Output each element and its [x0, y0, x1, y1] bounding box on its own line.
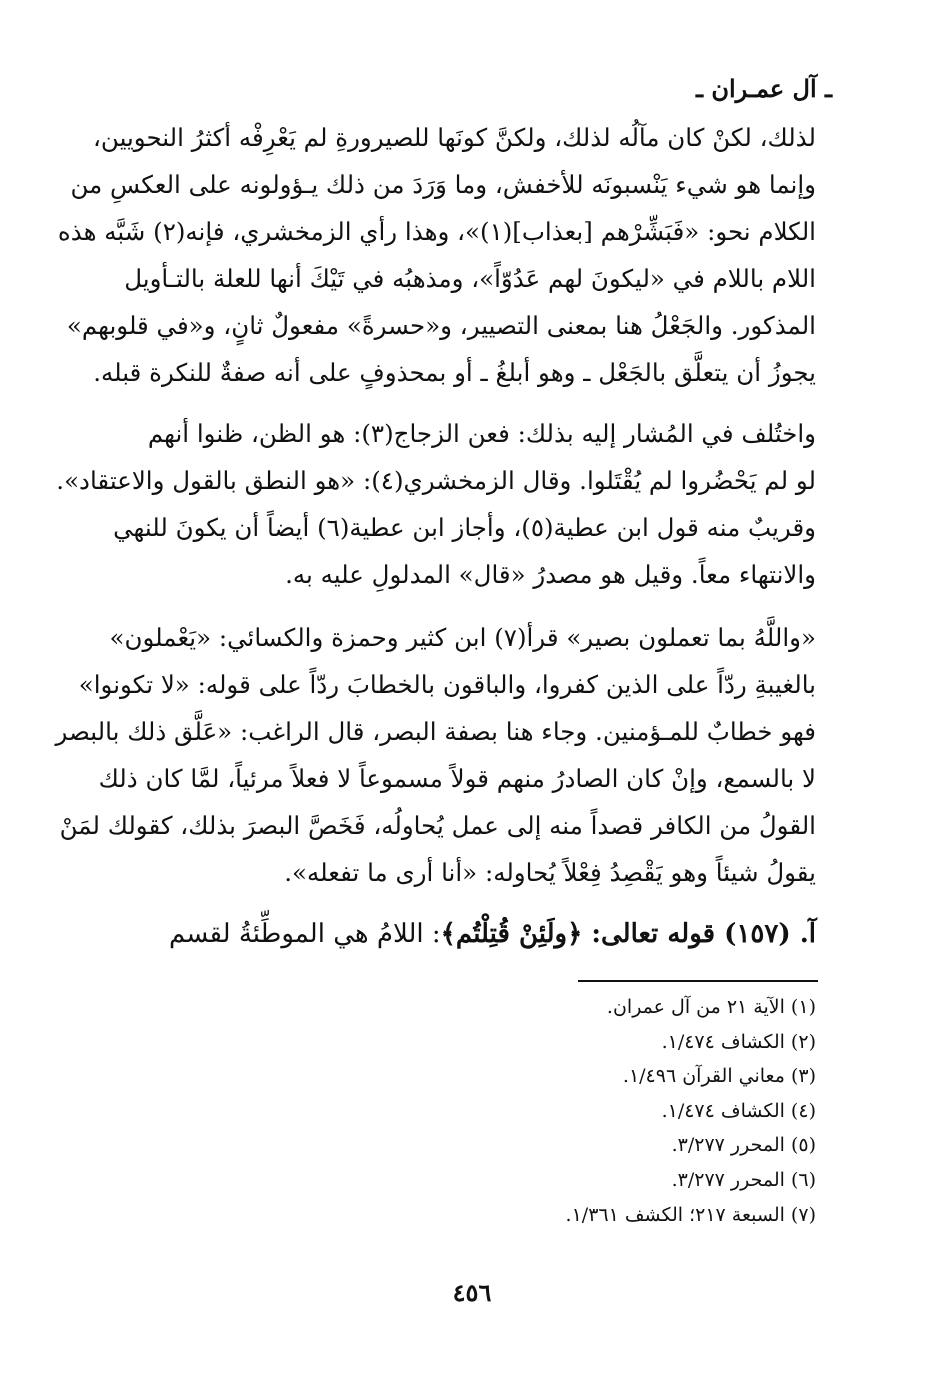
text-line: وقريبٌ منه قول ابن عطية(٥)، وأجاز ابن عطية(٦) أيضاً أن يكونَ للنهي	[113, 513, 816, 542]
text-line: المذكور. والجَعْلُ هنا بمعنى التصيير، و«حسرةً» مفعولٌ ثانٍ، و«في قلوبهم»	[66, 311, 816, 340]
page-number: ٤٥٦	[452, 1278, 492, 1307]
text-line: الكلام نحو: «فَبَشِّرْهم [بعذاب](١)»، وهذا رأي الزمخشري، فإنه(٢) شَبَّه هذه	[57, 217, 816, 246]
paragraph-3	[55, 614, 816, 896]
footnote: (٧) السبعة ٢١٧؛ الكشف ١/٣٦١.	[565, 1203, 816, 1226]
text-line: اللام باللام في «ليكونَ لهم عَدُوّاً»، ومذهبُه في تَيْكَ أنها للعلة بالتـأويل	[124, 264, 816, 293]
text-line: لا بالسمع، وإنْ كان الصادرُ منهم قولاً مسموعاً لا فعلاً مرئياً، لمَّا كان ذلك	[98, 764, 816, 793]
footnote: (٥) المحرر ٣/٢٧٧.	[671, 1134, 816, 1157]
verse-marker: آ.	[799, 919, 816, 949]
verse-rest: : اللامُ هي الموطِّئةُ لقسم	[169, 919, 441, 949]
text-line: القولُ من الكافر قصداً منه إلى عمل يُحاولُه، فَخَصَّ البصرَ بذلك، كقولك لمَنْ	[59, 811, 816, 840]
text-line: والانتهاء معاً. وقيل هو مصدرُ «قال» المدلولِ عليه به.	[285, 560, 816, 589]
footnote-divider	[578, 980, 818, 982]
verse-label: قوله تعالى:	[591, 919, 716, 949]
verse-heading	[116, 908, 816, 960]
running-header: ـ آل عمـران ـ	[696, 74, 832, 103]
text-line: يقولُ شيئاً وهو يَقْصِدُ فِعْلاً يُحاوله: «أنا أرى ما تفعله».	[284, 858, 816, 887]
verse-number: (١٥٧)	[724, 919, 791, 949]
footnote: (٦) المحرر ٣/٢٧٧.	[671, 1168, 816, 1191]
text-line: واختُلف في المُشار إليه بذلك: فعن الزجاج(٣): هو الظن، ظنوا أنهم	[147, 419, 816, 448]
footnote: (٣) معاني القرآن ١/٤٩٦.	[622, 1065, 816, 1088]
footnote: (٤) الكشاف ١/٤٧٤.	[661, 1099, 816, 1122]
text-line: وإنما هو شيء يَنْسبونَه للأخفش، وما وَرَدَ من ذلك يـؤولونه على العكسِ من	[70, 170, 816, 199]
text-line: لذلك، لكنْ كان مآلُه لذلك، ولكنَّ كونَها للصيرورةِ لم يَعْرِفْه أكثرُ النحويين،	[93, 123, 816, 152]
text-line: بالغيبةِ ردّاً على الذين كفروا، والباقون بالخطابَ ردّاً على قوله: «لا تكونوا»	[78, 670, 816, 699]
paragraph-2	[56, 410, 816, 598]
footnotes	[316, 990, 816, 1232]
footnote: (٢) الكشاف ١/٤٧٤.	[661, 1030, 816, 1053]
text-line: فهو خطابٌ للمـؤمنين. وجاء هنا بصفة البصر، قال الراغب: «عَلَّق ذلك بالبصر	[55, 717, 816, 746]
footnote: (١) الآية ٢١ من آل عمران.	[606, 996, 816, 1018]
text-line: يجوزُ أن يتعلَّق بالجَعْل ـ وهو أبلغُ ـ أو بمحذوفٍ على أنه صفةٌ للنكرة قبله.	[93, 358, 816, 387]
verse-quote: ﴿ولَئِنْ قُتِلْتُم﴾	[440, 919, 583, 949]
text-line: لو لم يَحْضُروا لم يُقْتَلوا. وقال الزمخشري(٤): «هو النطق بالقول والاعتقاد».	[56, 466, 816, 495]
text-line: «واللَّهُ بما تعملون بصير» قرأ(٧) ابن كثير وحمزة والكسائي: «يَعْملون»	[109, 623, 816, 652]
paragraph-1	[57, 114, 816, 396]
